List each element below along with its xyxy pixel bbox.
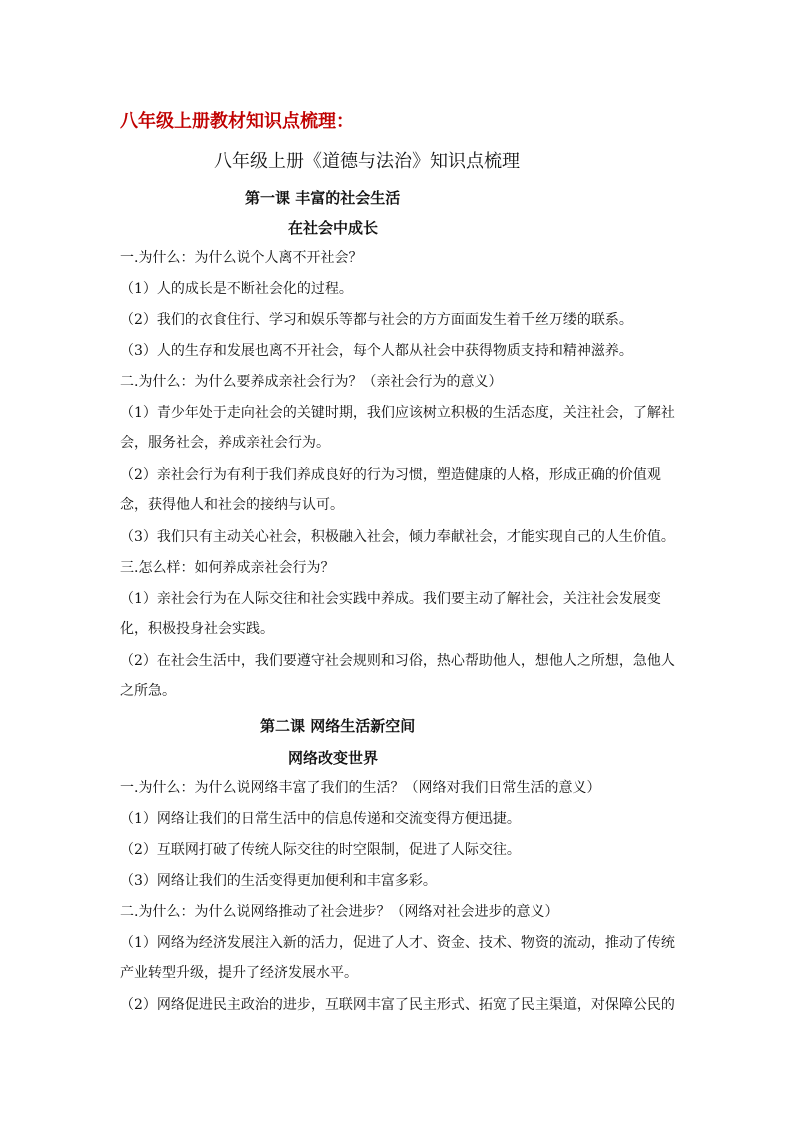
lesson-1-q2-item-1: （1）青少年处于走向社会的关键时期，我们应该树立积极的生活态度，关注社会，了解社会，服务社会，养成亲社会行为。 <box>120 405 675 451</box>
lesson-2-section-title: 网络改变世界 <box>288 749 379 767</box>
lesson-2-q2-item-1: （1）网络为经济发展注入新的活力，促进了人才、资金、技术、物资的流动，推动了传统产业转型升级，提升了经济发展水平。 <box>120 935 675 981</box>
lesson-1-question-2: 二.为什么：为什么要养成亲社会行为？（亲社会行为的意义） <box>120 374 503 390</box>
lesson-2-question-2: 二.为什么：为什么说网络推动了社会进步？（网络对社会进步的意义） <box>120 904 559 920</box>
lesson-1-q3-item-1: （1）亲社会行为在人际交往和社会实践中养成。我们要主动了解社会，关注社会发展变化，积极投身社会实践。 <box>120 591 661 637</box>
lesson-1-q2-item-3: （3）我们只有主动关心社会，积极融入社会，倾力奉献社会，才能实现自己的人生价值。 <box>120 529 675 545</box>
lesson-1-q1-item-1: （1）人的成长是不断社会化的过程。 <box>120 281 353 297</box>
lesson-2-question-1: 一.为什么：为什么说网络丰富了我们的生活？（网络对我们日常生活的意义） <box>120 780 601 796</box>
lesson-1-section-title: 在社会中成长 <box>288 219 379 237</box>
lesson-1-question-1: 一.为什么：为什么说个人离不开社会？ <box>120 250 363 266</box>
lesson-1-q2-item-2: （2）亲社会行为有利于我们养成良好的行为习惯，塑造健康的人格，形成正确的价值观念，获得他人和社会的接纳与认可。 <box>120 467 661 513</box>
lesson-2-q1-item-2: （2）互联网打破了传统人际交往的时空限制，促进了人际交往。 <box>120 842 521 858</box>
lesson-1-title: 第一课 丰富的社会生活 <box>245 189 401 207</box>
red-heading: 八年级上册教材知识点梳理： <box>120 111 354 132</box>
lesson-2-title: 第二课 网络生活新空间 <box>260 717 416 735</box>
document-title: 八年级上册《道德与法治》知识点梳理 <box>214 151 520 172</box>
lesson-2-q2-item-2: （2）网络促进民主政治的进步，互联网丰富了民主形式、拓宽了民主渠道，对保障公民的 <box>120 997 675 1013</box>
lesson-1-q3-item-2: （2）在社会生活中，我们要遵守社会规则和习俗，热心帮助他人，想他人之所想，急他人之所急。 <box>120 653 675 699</box>
lesson-2-q1-item-1: （1）网络让我们的日常生活中的信息传递和交流变得方便迅捷。 <box>120 811 521 827</box>
lesson-1-q1-item-2: （2）我们的衣食住行、学习和娱乐等都与社会的方方面面发生着千丝万缕的联系。 <box>120 312 633 328</box>
lesson-1-question-3: 三.怎么样：如何养成亲社会行为？ <box>120 560 335 576</box>
lesson-2-q1-item-3: （3）网络让我们的生活变得更加便利和丰富多彩。 <box>120 873 437 889</box>
lesson-1-q1-item-3: （3）人的生存和发展也离不开社会，每个人都从社会中获得物质支持和精神滋养。 <box>120 343 633 359</box>
